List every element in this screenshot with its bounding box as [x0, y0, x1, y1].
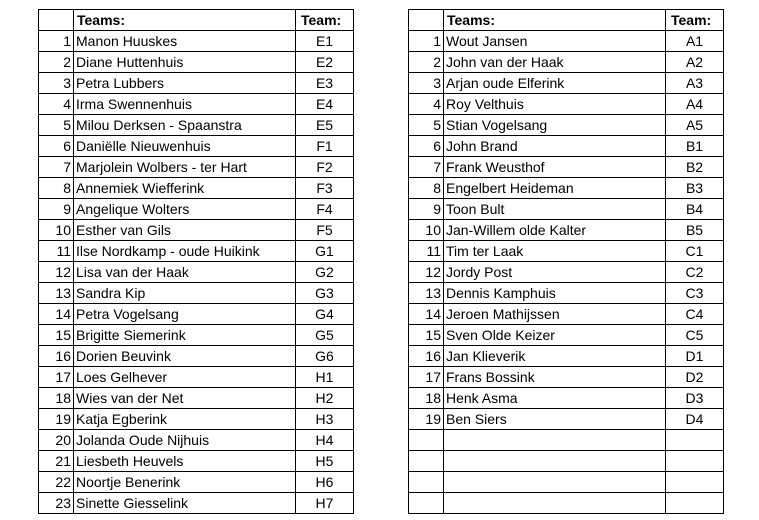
table-row — [39, 367, 354, 388]
row-number-cell: 15 — [39, 325, 74, 346]
player-name-cell: Petra Lubbers — [74, 73, 296, 94]
row-number-cell: 22 — [39, 472, 74, 493]
team-code-cell: B3 — [666, 178, 724, 199]
team-code-cell: F4 — [296, 199, 354, 220]
row-number-cell: 3 — [39, 73, 74, 94]
player-name-cell: Petra Vogelsang — [74, 304, 296, 325]
row-number-cell: 11 — [409, 241, 444, 262]
table-row — [409, 451, 724, 472]
table-row — [409, 178, 724, 199]
team-column-header: Team: — [666, 10, 724, 31]
team-code-cell — [666, 430, 724, 451]
team-code-cell: F3 — [296, 178, 354, 199]
row-number-cell — [409, 430, 444, 451]
table-row — [39, 325, 354, 346]
table-row — [409, 367, 724, 388]
table-row — [39, 136, 354, 157]
player-name-cell: Toon Bult — [444, 199, 666, 220]
table-row — [39, 451, 354, 472]
table-row — [39, 178, 354, 199]
team-code-cell: C3 — [666, 283, 724, 304]
player-name-cell: Annemiek Wiefferink — [74, 178, 296, 199]
player-name-cell: Loes Gelhever — [74, 367, 296, 388]
player-name-cell: Frans Bossink — [444, 367, 666, 388]
row-number-cell: 1 — [409, 31, 444, 52]
team-code-cell: D4 — [666, 409, 724, 430]
team-code-cell: F5 — [296, 220, 354, 241]
row-number-cell: 2 — [39, 52, 74, 73]
team-code-cell: E5 — [296, 115, 354, 136]
table-row — [409, 388, 724, 409]
row-number-cell — [409, 451, 444, 472]
table-row — [39, 388, 354, 409]
team-code-cell: B4 — [666, 199, 724, 220]
team-code-cell: A2 — [666, 52, 724, 73]
row-number-cell: 3 — [409, 73, 444, 94]
row-number-cell: 18 — [409, 388, 444, 409]
player-name-cell: Milou Derksen - Spaanstra — [74, 115, 296, 136]
table-row — [409, 493, 724, 514]
player-name-cell: Wout Jansen — [444, 31, 666, 52]
row-number-cell: 7 — [409, 157, 444, 178]
player-name-cell: Katja Egberink — [74, 409, 296, 430]
team-code-cell: E1 — [296, 31, 354, 52]
team-code-cell: F2 — [296, 157, 354, 178]
player-name-cell — [444, 493, 666, 514]
player-name-cell: Roy Velthuis — [444, 94, 666, 115]
table-row — [39, 73, 354, 94]
player-name-cell: Jordy Post — [444, 262, 666, 283]
player-name-cell: Diane Huttenhuis — [74, 52, 296, 73]
player-name-cell: Dorien Beuvink — [74, 346, 296, 367]
team-code-cell: E3 — [296, 73, 354, 94]
team-code-cell: G3 — [296, 283, 354, 304]
player-name-cell: Wies van der Net — [74, 388, 296, 409]
player-name-cell: Jolanda Oude Nijhuis — [74, 430, 296, 451]
player-name-cell: Lisa van der Haak — [74, 262, 296, 283]
row-number-cell: 12 — [409, 262, 444, 283]
player-name-cell: John van der Haak — [444, 52, 666, 73]
player-name-cell: Ilse Nordkamp - oude Huikink — [74, 241, 296, 262]
player-name-cell: Sven Olde Keizer — [444, 325, 666, 346]
player-name-cell: Esther van Gils — [74, 220, 296, 241]
right-table-body — [409, 31, 724, 514]
row-number-cell: 6 — [409, 136, 444, 157]
player-name-cell: John Brand — [444, 136, 666, 157]
row-number-cell: 9 — [409, 199, 444, 220]
row-number-cell: 8 — [39, 178, 74, 199]
table-row — [39, 94, 354, 115]
table-row — [409, 325, 724, 346]
right-team-table — [408, 9, 724, 514]
table-row — [409, 199, 724, 220]
table-row — [409, 220, 724, 241]
table-row — [39, 115, 354, 136]
header-row — [409, 10, 724, 31]
table-row — [39, 409, 354, 430]
table-row — [409, 409, 724, 430]
row-number-cell: 8 — [409, 178, 444, 199]
team-code-cell: H5 — [296, 451, 354, 472]
team-code-cell: A5 — [666, 115, 724, 136]
team-column-header: Team: — [296, 10, 354, 31]
row-number-cell: 13 — [409, 283, 444, 304]
row-number-cell: 16 — [409, 346, 444, 367]
player-name-cell: Arjan oude Elferink — [444, 73, 666, 94]
row-number-cell: 4 — [39, 94, 74, 115]
team-code-cell: F1 — [296, 136, 354, 157]
team-code-cell: H1 — [296, 367, 354, 388]
table-row — [39, 430, 354, 451]
row-number-cell — [409, 493, 444, 514]
team-code-cell: E2 — [296, 52, 354, 73]
row-number-cell: 21 — [39, 451, 74, 472]
table-row — [409, 304, 724, 325]
player-name-cell: Jeroen Mathijssen — [444, 304, 666, 325]
player-name-cell: Jan-Willem olde Kalter — [444, 220, 666, 241]
team-code-cell: D2 — [666, 367, 724, 388]
table-row — [39, 493, 354, 514]
table-row — [409, 94, 724, 115]
table-row — [39, 472, 354, 493]
team-code-cell — [666, 493, 724, 514]
team-code-cell: C1 — [666, 241, 724, 262]
table-row — [39, 157, 354, 178]
row-number-cell: 20 — [39, 430, 74, 451]
row-number-cell: 19 — [39, 409, 74, 430]
player-name-cell: Tim ter Laak — [444, 241, 666, 262]
row-number-cell: 9 — [39, 199, 74, 220]
player-name-cell: Sinette Giesselink — [74, 493, 296, 514]
player-name-cell: Angelique Wolters — [74, 199, 296, 220]
team-code-cell: A4 — [666, 94, 724, 115]
row-number-cell: 5 — [39, 115, 74, 136]
table-row — [409, 241, 724, 262]
table-row — [39, 241, 354, 262]
name-column-header: Teams: — [444, 10, 666, 31]
player-name-cell: Stian Vogelsang — [444, 115, 666, 136]
team-code-cell: G6 — [296, 346, 354, 367]
team-code-cell: C5 — [666, 325, 724, 346]
table-row — [39, 283, 354, 304]
row-number-cell: 13 — [39, 283, 74, 304]
team-code-cell: C2 — [666, 262, 724, 283]
left-table-body — [39, 31, 354, 514]
table-row — [39, 304, 354, 325]
team-code-cell: B5 — [666, 220, 724, 241]
table-row — [409, 430, 724, 451]
row-number-cell: 1 — [39, 31, 74, 52]
header-row — [39, 10, 354, 31]
table-row — [409, 472, 724, 493]
player-name-cell: Marjolein Wolbers - ter Hart — [74, 157, 296, 178]
table-row — [39, 199, 354, 220]
row-number-cell: 14 — [39, 304, 74, 325]
team-code-cell: H2 — [296, 388, 354, 409]
row-number-cell: 18 — [39, 388, 74, 409]
row-number-cell: 10 — [409, 220, 444, 241]
team-code-cell: B2 — [666, 157, 724, 178]
table-row — [39, 52, 354, 73]
table-row — [39, 220, 354, 241]
row-number-cell: 14 — [409, 304, 444, 325]
table-row — [409, 52, 724, 73]
team-code-cell — [666, 451, 724, 472]
row-number-cell: 17 — [39, 367, 74, 388]
team-code-cell: D3 — [666, 388, 724, 409]
player-name-cell: Daniëlle Nieuwenhuis — [74, 136, 296, 157]
team-code-cell: H4 — [296, 430, 354, 451]
player-name-cell — [444, 430, 666, 451]
player-name-cell: Ben Siers — [444, 409, 666, 430]
team-code-cell: H6 — [296, 472, 354, 493]
table-row — [409, 136, 724, 157]
number-column-header — [39, 10, 74, 31]
player-name-cell: Irma Swennenhuis — [74, 94, 296, 115]
team-code-cell: D1 — [666, 346, 724, 367]
row-number-cell: 12 — [39, 262, 74, 283]
table-row — [409, 283, 724, 304]
team-code-cell: G2 — [296, 262, 354, 283]
player-name-cell: Manon Huuskes — [74, 31, 296, 52]
player-name-cell: Engelbert Heideman — [444, 178, 666, 199]
table-row — [39, 346, 354, 367]
row-number-cell — [409, 472, 444, 493]
player-name-cell: Liesbeth Heuvels — [74, 451, 296, 472]
team-code-cell: B1 — [666, 136, 724, 157]
team-code-cell: H3 — [296, 409, 354, 430]
team-code-cell: E4 — [296, 94, 354, 115]
table-row — [409, 262, 724, 283]
player-name-cell: Jan Klieverik — [444, 346, 666, 367]
player-name-cell — [444, 472, 666, 493]
player-name-cell: Frank Weusthof — [444, 157, 666, 178]
table-row — [409, 31, 724, 52]
player-name-cell: Brigitte Siemerink — [74, 325, 296, 346]
row-number-cell: 2 — [409, 52, 444, 73]
name-column-header: Teams: — [74, 10, 296, 31]
player-name-cell: Dennis Kamphuis — [444, 283, 666, 304]
number-column-header — [409, 10, 444, 31]
row-number-cell: 16 — [39, 346, 74, 367]
table-row — [39, 262, 354, 283]
player-name-cell: Sandra Kip — [74, 283, 296, 304]
row-number-cell: 15 — [409, 325, 444, 346]
row-number-cell: 6 — [39, 136, 74, 157]
table-row — [409, 73, 724, 94]
row-number-cell: 19 — [409, 409, 444, 430]
team-code-cell: G5 — [296, 325, 354, 346]
player-name-cell: Henk Asma — [444, 388, 666, 409]
row-number-cell: 10 — [39, 220, 74, 241]
team-code-cell: G4 — [296, 304, 354, 325]
team-code-cell — [666, 472, 724, 493]
row-number-cell: 23 — [39, 493, 74, 514]
team-code-cell: A3 — [666, 73, 724, 94]
left-team-table — [38, 9, 354, 514]
table-row — [409, 157, 724, 178]
row-number-cell: 7 — [39, 157, 74, 178]
team-code-cell: G1 — [296, 241, 354, 262]
team-code-cell: H7 — [296, 493, 354, 514]
table-row — [39, 31, 354, 52]
team-code-cell: A1 — [666, 31, 724, 52]
player-name-cell — [444, 451, 666, 472]
table-row — [409, 346, 724, 367]
table-row — [409, 115, 724, 136]
row-number-cell: 17 — [409, 367, 444, 388]
team-code-cell: C4 — [666, 304, 724, 325]
row-number-cell: 5 — [409, 115, 444, 136]
row-number-cell: 4 — [409, 94, 444, 115]
row-number-cell: 11 — [39, 241, 74, 262]
player-name-cell: Noortje Benerink — [74, 472, 296, 493]
